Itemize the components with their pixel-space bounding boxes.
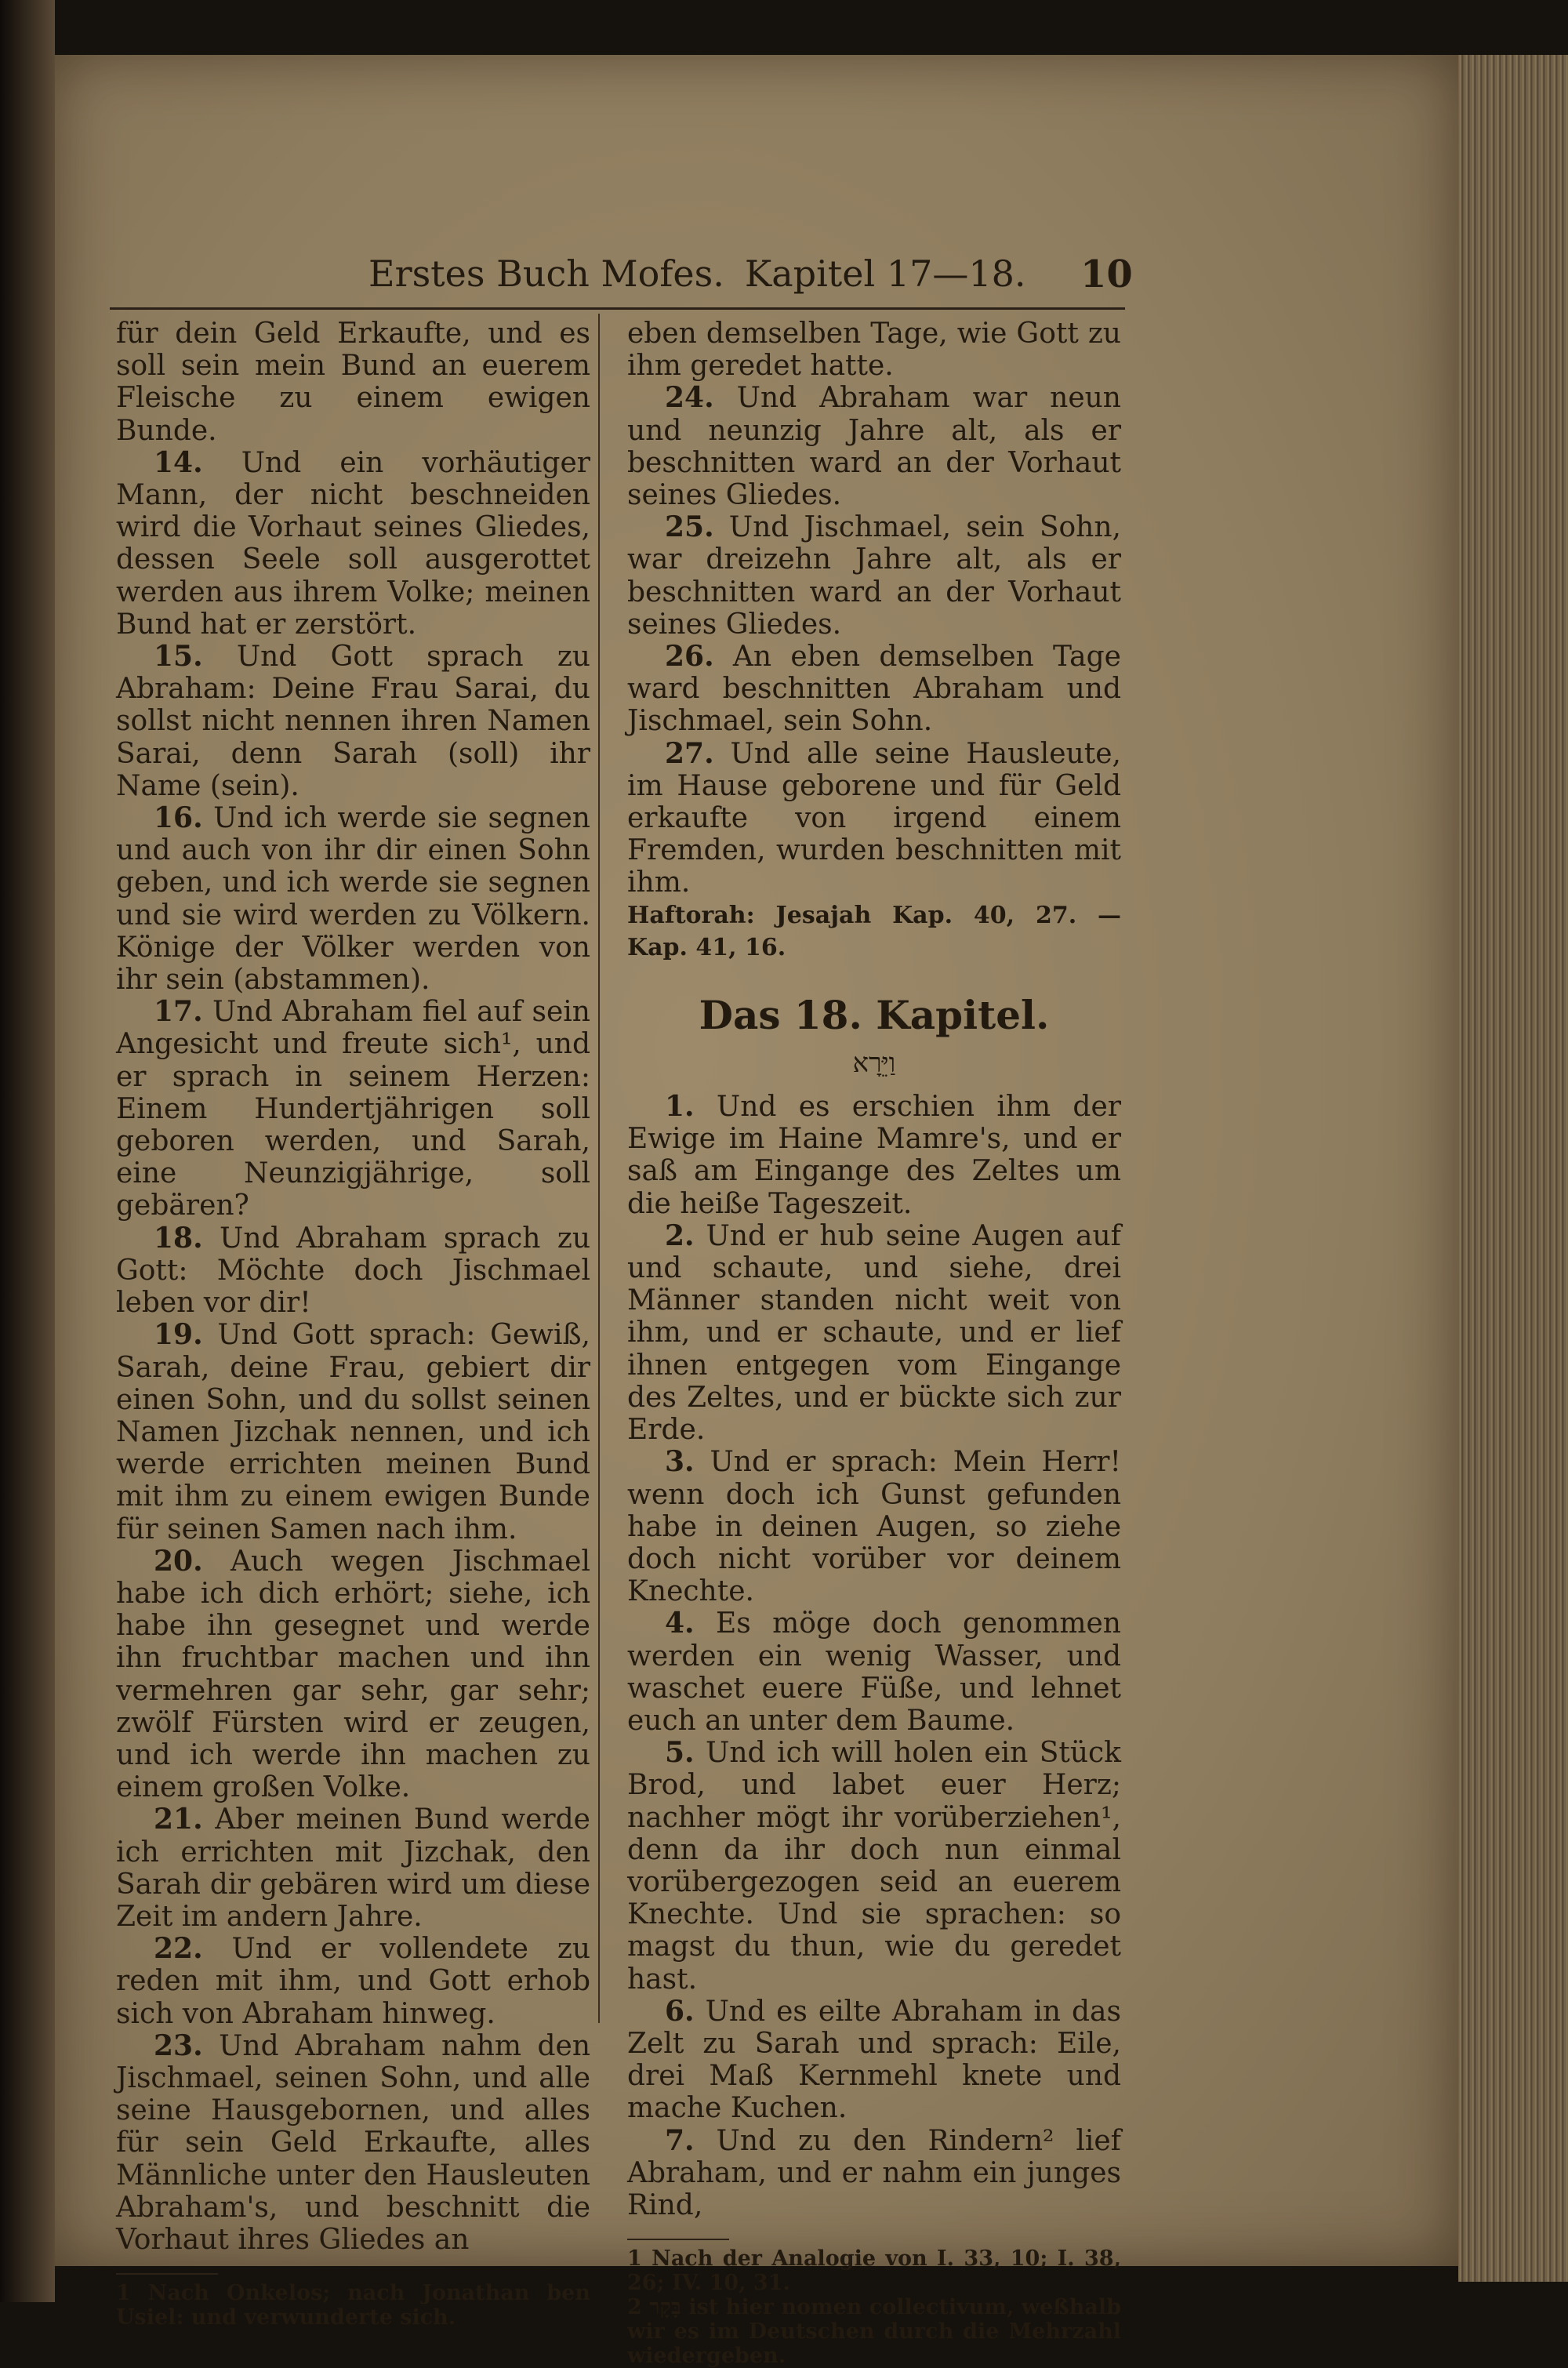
- verse-paragraph: [116, 1545, 590, 1804]
- verse-number: 14.: [154, 445, 203, 479]
- verse-text: Und alle seine Hausleute, im Hause geborene und für Geld erkaufte von irgend einem Fremden, wurden beschnitten mit ihm.: [627, 737, 1121, 899]
- verse-text: Und er sprach: Mein Herr! wenn doch ich Gunst gefunden habe in deinen Augen, so ziehe doch nicht vorüber vor deinem Knechte.: [627, 1446, 1121, 1608]
- verse-paragraph: [627, 1446, 1121, 1607]
- verse-text: Und Abraham fiel auf sein Angesicht und freute sich¹, und er sprach in seinem Herzen: Einem Hundertjährigen soll geboren werden, und Sarah, eine Neunzigjährige, soll gebären?: [116, 996, 590, 1222]
- verse-text: Auch wegen Jischmael habe ich dich erhört; siehe, ich habe ihn gesegnet und werde ihn fruchtbar machen und ihn vermehren gar sehr, gar sehr; zwölf Fürsten wird er zeugen, und ich werde ihn machen zu einem großen Volke.: [116, 1545, 590, 1804]
- haftarah-note: Haftorah: Jesajah Kap. 40, 27. — Kap. 41, 16.: [627, 901, 1121, 961]
- verse-paragraph: [627, 738, 1121, 899]
- chapter-title: Das 18. Kapitel.: [699, 992, 1050, 1039]
- verse-paragraph: [116, 1933, 590, 2030]
- verse-number: 20.: [154, 1544, 203, 1578]
- verse-number: 22.: [154, 1932, 203, 1966]
- right-verses-chapter-17: [627, 318, 1121, 899]
- hebrew-parashah-heading: וַיֵּרָא: [852, 1048, 896, 1080]
- verse-number: 24.: [665, 381, 714, 415]
- verse-text: Und Abraham sprach zu Gott: Möchte doch Jischmael leben vor dir!: [116, 1222, 590, 1320]
- verse-text: für dein Geld Erkaufte, und es soll sein mein Bund an euerem Fleische zu einem ewigen Bunde.: [116, 318, 590, 447]
- verse-paragraph: [627, 318, 1121, 382]
- verse-number: 19.: [154, 1318, 203, 1352]
- verse-number: 18.: [154, 1221, 203, 1255]
- verse-text: Und es eilte Abraham in das Zelt zu Sarah und sprach: Eile, drei Maß Kernmehl knete und mache Kuchen.: [627, 1995, 1121, 2125]
- verse-paragraph: [116, 996, 590, 1222]
- verse-paragraph: [116, 318, 590, 447]
- right-column: [627, 318, 1121, 2368]
- verse-paragraph: [627, 1607, 1121, 1737]
- verse-paragraph: [116, 641, 590, 802]
- verse-text: Und ich werde sie segnen und auch von ihr dir einen Sohn geben, und ich werde sie segnen und sie wird werden zu Völkern. Könige der Völker werden von ihr sein (abstammen).: [116, 802, 590, 997]
- right-verses-chapter-18: [627, 1091, 1121, 2221]
- verse-paragraph: [627, 2125, 1121, 2222]
- verse-text: Und Gott sprach zu Abraham: Deine Frau Sarai, du sollst nicht nennen ihren Namen Sarai, denn Sarah (soll) ihr Name (sein).: [116, 641, 590, 802]
- book-gutter: [0, 0, 55, 2302]
- verse-number: 6.: [665, 1994, 695, 2028]
- verse-paragraph: [116, 1319, 590, 1545]
- header-book-title: Erstes Buch Mofes.: [368, 252, 724, 295]
- running-header: [368, 252, 1152, 300]
- verse-number: 15.: [154, 640, 203, 674]
- footnote-rule: [627, 2239, 729, 2240]
- verse-number: 23.: [154, 2028, 203, 2062]
- verse-number: 3.: [665, 1445, 695, 1479]
- header-rule: [110, 307, 1125, 310]
- verse-paragraph: [627, 641, 1121, 738]
- verse-paragraph: [627, 1737, 1121, 1996]
- verse-number: 5.: [665, 1736, 695, 1770]
- page-edges: [1458, 55, 1568, 2282]
- verse-text: Und Abraham war neun und neunzig Jahre alt, als er beschnitten ward an der Vorhaut seines Gliedes.: [627, 382, 1121, 512]
- verse-text: Und ein vorhäutiger Mann, der nicht beschneiden wird die Vorhaut seines Gliedes, dessen Seele soll ausgerottet werden aus ihrem Volke; meinen Bund hat er zerstört.: [116, 446, 590, 641]
- left-verses: [116, 318, 590, 2256]
- verse-paragraph: [627, 382, 1121, 511]
- footnote: 1 Nach Onkelos; nach Jonathan ben Usiel: und verwunderte sich.: [116, 2281, 590, 2330]
- verse-number: 25.: [665, 510, 714, 544]
- footnote-1: 1 Nach der Analogie von I. 33, 10; I. 38, 26; IV. 10, 31.: [627, 2246, 1121, 2296]
- page-number: 10: [1080, 252, 1133, 296]
- verse-number: 4.: [665, 1607, 695, 1640]
- footnote-2: 2 בָּקָר ist hier nomen collectivum, weßhalb wir es im Deutschen durch die Mehrzahl wiedergeben.: [627, 2295, 1122, 2368]
- verse-text: Und Jischmael, sein Sohn, war dreizehn Jahre alt, als er beschnitten ward an der Vorhaut seines Gliedes.: [627, 511, 1121, 641]
- verse-text: Und er hub seine Augen auf und schaute, und siehe, drei Männer standen nicht weit von ihm, und er schaute, und er lief ihnen entgegen vom Eingange des Zeltes, und er bückte sich zur Erde.: [627, 1219, 1121, 1447]
- verse-text: Es möge doch genommen werden ein wenig Wasser, und waschet euere Füße, und lehnet euch an unter dem Baume.: [627, 1607, 1121, 1737]
- verse-text: An eben demselben Tage ward beschnitten Abraham und Jischmael, sein Sohn.: [627, 641, 1121, 738]
- verse-paragraph: [627, 1220, 1121, 1446]
- verse-number: 17.: [154, 995, 203, 1029]
- verse-text: Und ich will holen ein Stück Brod, und labet euer Herz; nachher mögt ihr vorüberziehen¹, denn da ihr doch nun einmal vorübergezogen seid an euerem Knechte. Und sie sprachen: so magst du thun, wie du geredet hast.: [627, 1737, 1121, 1996]
- verse-text: Und Gott sprach: Gewiß, Sarah, deine Frau, gebiert dir einen Sohn, und du sollst seinen Namen Jizchak nennen, und ich werde errichten meinen Bund mit ihm zu einem ewigen Bunde für seinen Samen nach ihm.: [116, 1319, 590, 1545]
- verse-paragraph: [116, 1222, 590, 1320]
- verse-number: 2.: [665, 1219, 695, 1252]
- verse-number: 7.: [665, 2123, 695, 2157]
- left-column: [116, 318, 590, 2330]
- verse-paragraph: [116, 1803, 590, 1933]
- verse-number: 16.: [154, 801, 203, 835]
- verse-text: Und Abraham nahm den Jischmael, seinen Sohn, und alle seine Hausgebornen, und alles für sein Geld Erkaufte, alles Männliche unter den Hausleuten Abraham's, und beschnitt die Vorhaut ihres Gliedes an: [116, 2029, 590, 2256]
- verse-number: 21.: [154, 1803, 203, 1836]
- verse-text: Und es erschien ihm der Ewige im Haine Mamre's, und er saß am Eingange des Zeltes um die heiße Tageszeit.: [627, 1091, 1121, 1220]
- verse-paragraph: [627, 1091, 1121, 1220]
- verse-paragraph: [116, 802, 590, 996]
- verse-paragraph: [116, 447, 590, 641]
- verse-text: Aber meinen Bund werde ich errichten mit Jizchak, den Sarah dir gebären wird um diese Zeit im andern Jahre.: [116, 1803, 590, 1933]
- verse-number: 26.: [665, 640, 714, 674]
- column-divider: [598, 314, 600, 2023]
- verse-text: eben demselben Tage, wie Gott zu ihm geredet hatte.: [627, 318, 1121, 383]
- verse-number: 27.: [665, 736, 714, 770]
- verse-text: Und zu den Rindern² lief Abraham, und er nahm ein junges Rind,: [627, 2124, 1121, 2221]
- verse-paragraph: [627, 511, 1121, 641]
- verse-number: 1.: [665, 1090, 695, 1124]
- header-chapter: Kapitel 17—18.: [744, 252, 1026, 295]
- verse-paragraph: [116, 2030, 590, 2256]
- footnote-rule: [116, 2273, 218, 2275]
- verse-paragraph: [627, 1996, 1121, 2125]
- verse-text: Und er vollendete zu reden mit ihm, und Gott erhob sich von Abraham hinweg.: [116, 1933, 590, 2030]
